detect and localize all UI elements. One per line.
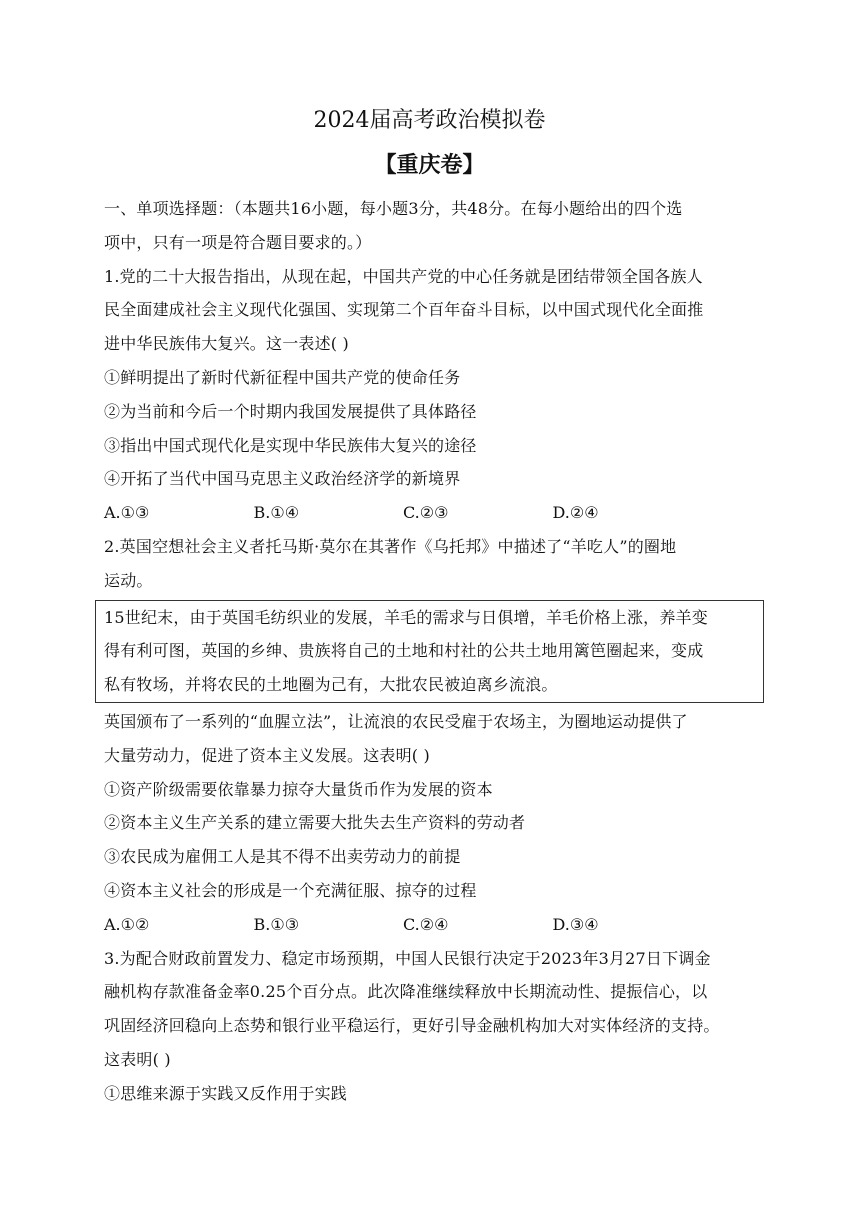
answer-options (104, 496, 755, 530)
option-c: C.②③ (403, 503, 449, 523)
option-d: D.③④ (552, 914, 599, 934)
question-stem-line: 1.党的二十大报告指出，从现在起，中国共产党的中心任务就是团结带领全国各族人 (104, 266, 703, 286)
question-stem-line: 大量劳动力，促进了资本主义发展。这表明( ) (104, 745, 430, 765)
question-2 (104, 530, 755, 942)
option-a: A.①② (104, 914, 150, 934)
statement: ③指出中国式现代化是实现中华民族伟大复兴的途径 (104, 435, 477, 455)
option-b: B.①④ (253, 503, 300, 523)
statement: ①资产阶级需要依靠暴力掠夺大量货币作为发展的资本 (104, 779, 493, 799)
statement: ③农民成为雇佣工人是其不得不出卖劳动力的前提 (104, 847, 461, 867)
question-stem-line: 2.英国空想社会主义者托马斯·莫尔在其著作《乌托邦》中描述了“羊吃人”的圈地 (104, 536, 677, 556)
question-stem-line: 融机构存款准备金率0.25个百分点。此次降准继续释放中长期流动性、提振信心，以 (104, 982, 708, 1002)
option-b: B.①③ (253, 914, 300, 934)
option-d: D.②④ (552, 503, 599, 523)
question-3 (104, 942, 755, 1111)
question-stem-line: 巩固经济回稳向上态势和银行业平稳运行，更好引导金融机构加大对实体经济的支持。 (104, 1016, 720, 1036)
statement: ④开拓了当代中国马克思主义政治经济学的新境界 (104, 469, 461, 489)
statement: ①鲜明提出了新时代新征程中国共产党的使命任务 (104, 367, 461, 387)
statement: ②资本主义生产关系的建立需要大批失去生产资料的劳动者 (104, 813, 526, 833)
option-a: A.①③ (104, 503, 150, 523)
instruction-line: 项中，只有一项是符合题目要求的。） (104, 232, 372, 252)
page-subtitle: 【重庆卷】 (374, 152, 485, 178)
question-stem-line: 进中华民族伟大复兴。这一表述( ) (104, 334, 349, 354)
question-stem-line: 英国颁布了一系列的“血腥立法”，让流浪的农民受雇于农场主，为圈地运动提供了 (104, 711, 688, 731)
page-title: 2024届高考政治模拟卷 (313, 108, 546, 133)
question-stem-line: 这表明( ) (104, 1049, 171, 1069)
material-line: 15世纪末，由于英国毛纺织业的发展，羊毛的需求与日俱增，羊毛价格上涨，养羊变 (104, 607, 708, 627)
question-stem-line: 3.为配合财政前置发力、稳定市场预期，中国人民银行决定于2023年3月27日下调金 (104, 948, 711, 968)
material-line: 私有牧场，并将农民的土地圈为己有，大批农民被迫离乡流浪。 (104, 675, 558, 695)
statement: ②为当前和今后一个时期内我国发展提供了具体路径 (104, 401, 477, 421)
section-instructions (104, 192, 755, 260)
statement: ①思维来源于实践又反作用于实践 (104, 1083, 348, 1103)
question-stem-line: 民全面建成社会主义现代化强国、实现第二个百年奋斗目标，以中国式现代化全面推 (104, 300, 704, 320)
option-c: C.②④ (403, 914, 449, 934)
instruction-line: 一、单项选择题：（本题共16小题，每小题3分，共48分。在每小题给出的四个选 (104, 199, 683, 218)
material-box (95, 600, 764, 703)
material-line: 得有利可图，英国的乡绅、贵族将自己的土地和村社的公共土地用篱笆圈起来，变成 (104, 641, 704, 661)
statement: ④资本主义社会的形成是一个充满征服、掠夺的过程 (104, 880, 477, 900)
question-1 (104, 260, 755, 530)
answer-options (104, 908, 755, 942)
question-stem-line: 运动。 (104, 570, 153, 590)
